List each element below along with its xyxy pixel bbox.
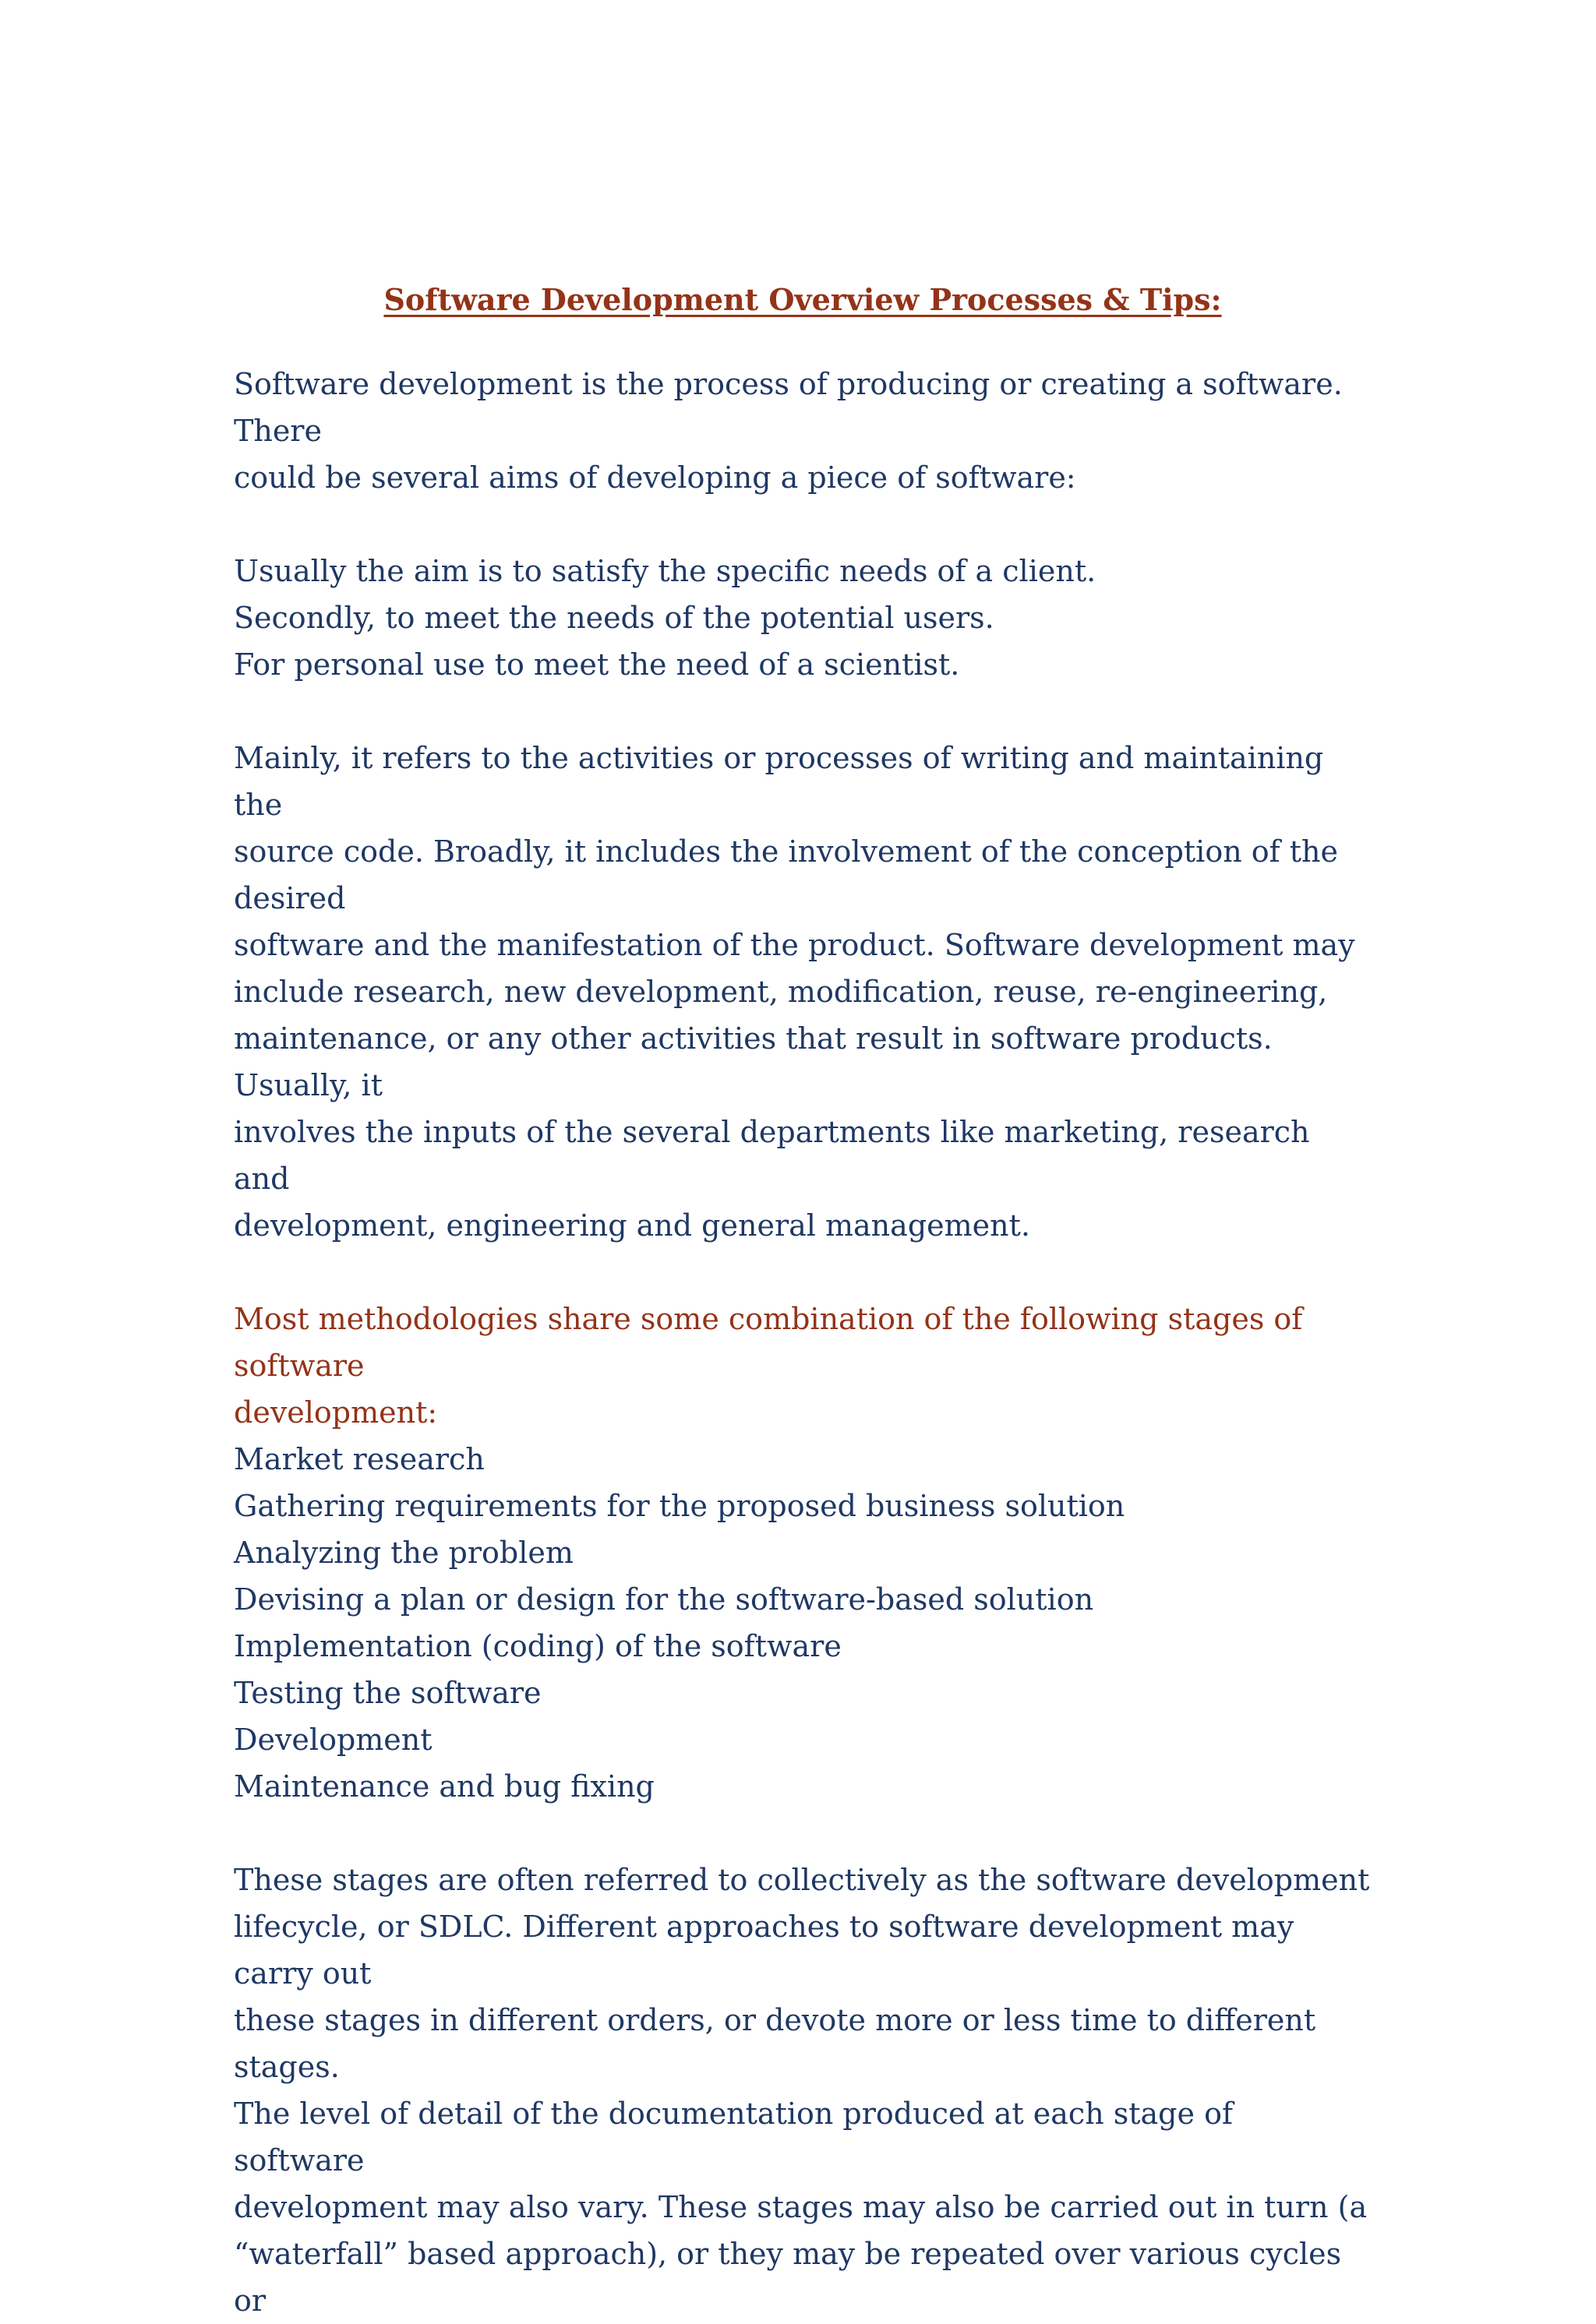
aim-item: For personal use to meet the need of a scientist.	[234, 647, 960, 682]
aims-list	[234, 548, 1372, 688]
document-body	[234, 277, 1372, 2324]
spacer	[234, 688, 1372, 735]
stage-item: Gathering requirements for the proposed business solution	[234, 1489, 1125, 1523]
spacer	[234, 1249, 1372, 1296]
stages-heading: Most methodologies share some combination of the following stages of software development:	[234, 1302, 1303, 1430]
stages-list	[234, 1436, 1372, 1810]
scope-paragraph: Mainly, it refers to the activities or processes of writing and maintaining the source code. Broadly, it includes the involvement of the conception of the desired software and the manifestation of the product. Software development may include research, new development, modification, reuse, re-engineering, maintenance, or any other activities that result in software products. Usually, it involves the inputs of the several departments like marketing, research and development, engineering and general management.	[234, 741, 1355, 1243]
document-title: Software Development Overview Processes & Tips:	[383, 282, 1222, 317]
stage-item: Analyzing the problem	[234, 1536, 574, 1570]
stage-item: Testing the software	[234, 1676, 542, 1710]
stage-item: Maintenance and bug fixing	[234, 1769, 655, 1804]
spacer	[234, 501, 1372, 548]
stage-item: Development	[234, 1723, 433, 1757]
aim-item: Usually the aim is to satisfy the specific needs of a client.	[234, 554, 1096, 588]
spacer	[234, 1810, 1372, 1857]
stage-item: Market research	[234, 1442, 485, 1476]
aim-item: Secondly, to meet the needs of the potential users.	[234, 601, 994, 635]
stage-item: Implementation (coding) of the software	[234, 1629, 842, 1663]
stage-item: Devising a plan or design for the software-based solution	[234, 1582, 1094, 1617]
sdlc-paragraph: These stages are often referred to collectively as the software development lifecycle, or SDLC. Different approaches to software development may carry out these stages in different orders, or devote more or less time to different stages. The level of detail of the documentation produced at each stage of software development may also vary. These stages may also be carried out in turn (a “waterfall” based approach), or they may be repeated over various cycles or	[234, 1863, 1370, 2318]
intro-paragraph: Software development is the process of producing or creating a software. There could be several aims of developing a piece of software:	[234, 367, 1343, 495]
